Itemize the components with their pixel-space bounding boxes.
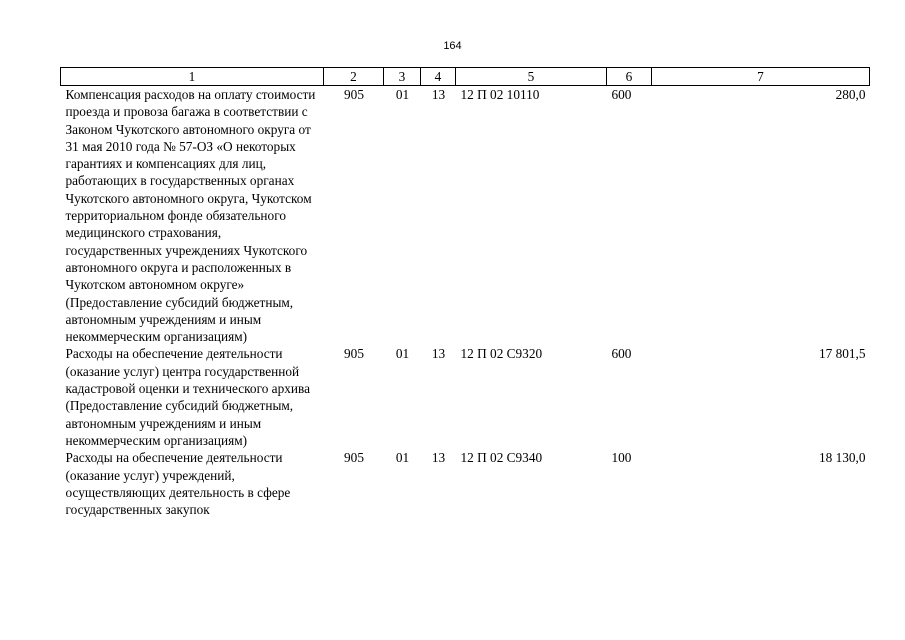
header-col-5: 5 <box>456 68 607 86</box>
row-col-5: 12 П 02 С9340 <box>460 450 543 466</box>
row-col-2: 905 <box>344 87 364 102</box>
row-name: Расходы на обеспечение деятельности (оказание услуг) центра государственной кадастровой оценки и технического архива (Предоставление субсидий бюджетным, автономным учреждениям и иным некоммерческим организациям) <box>65 346 310 448</box>
header-col-1: 1 <box>61 68 324 86</box>
table-row <box>61 86 870 346</box>
header-col-2: 2 <box>324 68 384 86</box>
row-col-7: 18 130,0 <box>818 450 866 466</box>
row-name: Расходы на обеспечение деятельности (оказание услуг) учреждений, осуществляющих деятельность в сфере государственных закупок <box>65 450 291 518</box>
header-col-3: 3 <box>384 68 421 86</box>
row-col-5: 12 П 02 10110 <box>460 87 540 102</box>
row-col-3: 01 <box>395 346 410 362</box>
row-col-6: 100 <box>611 450 632 466</box>
table-row <box>61 345 870 449</box>
row-col-4: 13 <box>431 450 446 466</box>
header-col-4: 4 <box>421 68 456 86</box>
header-row <box>61 68 870 86</box>
table-header <box>61 68 870 86</box>
row-col-6: 600 <box>611 87 632 102</box>
page-number: 164 <box>443 40 462 52</box>
row-col-2: 905 <box>344 450 364 466</box>
header-col-7: 7 <box>652 68 870 86</box>
row-col-4: 13 <box>431 346 446 362</box>
row-col-2: 905 <box>344 346 364 362</box>
table-row <box>61 449 870 518</box>
row-col-5: 12 П 02 С9320 <box>460 346 543 362</box>
budget-table <box>60 67 870 518</box>
row-name: Компенсация расходов на оплату стоимости проезда и провоза багажа в соответствии с Законом Чукотского автономного округа от 31 мая 2010 года № 57-ОЗ «О некоторых гарантиях и компенсациях для лиц, работающих в государственных органах Чукотского автономного округа, Чукотском территориальном фонде обязательного медицинского страхования, государственных учреждениях Чукотского автономного округа и расположенных в Чукотском автономном округе» (Предоставление субсидий бюджетным, автономным учреждениям и иным некоммерческим организациям) <box>65 87 316 345</box>
row-col-6: 600 <box>611 346 632 362</box>
row-col-7: 17 801,5 <box>818 346 866 362</box>
row-col-3: 01 <box>395 450 410 466</box>
row-col-7: 280,0 <box>835 87 866 102</box>
row-col-4: 13 <box>431 87 446 102</box>
header-col-6: 6 <box>607 68 652 86</box>
row-col-3: 01 <box>395 87 410 102</box>
table-body <box>61 86 870 519</box>
